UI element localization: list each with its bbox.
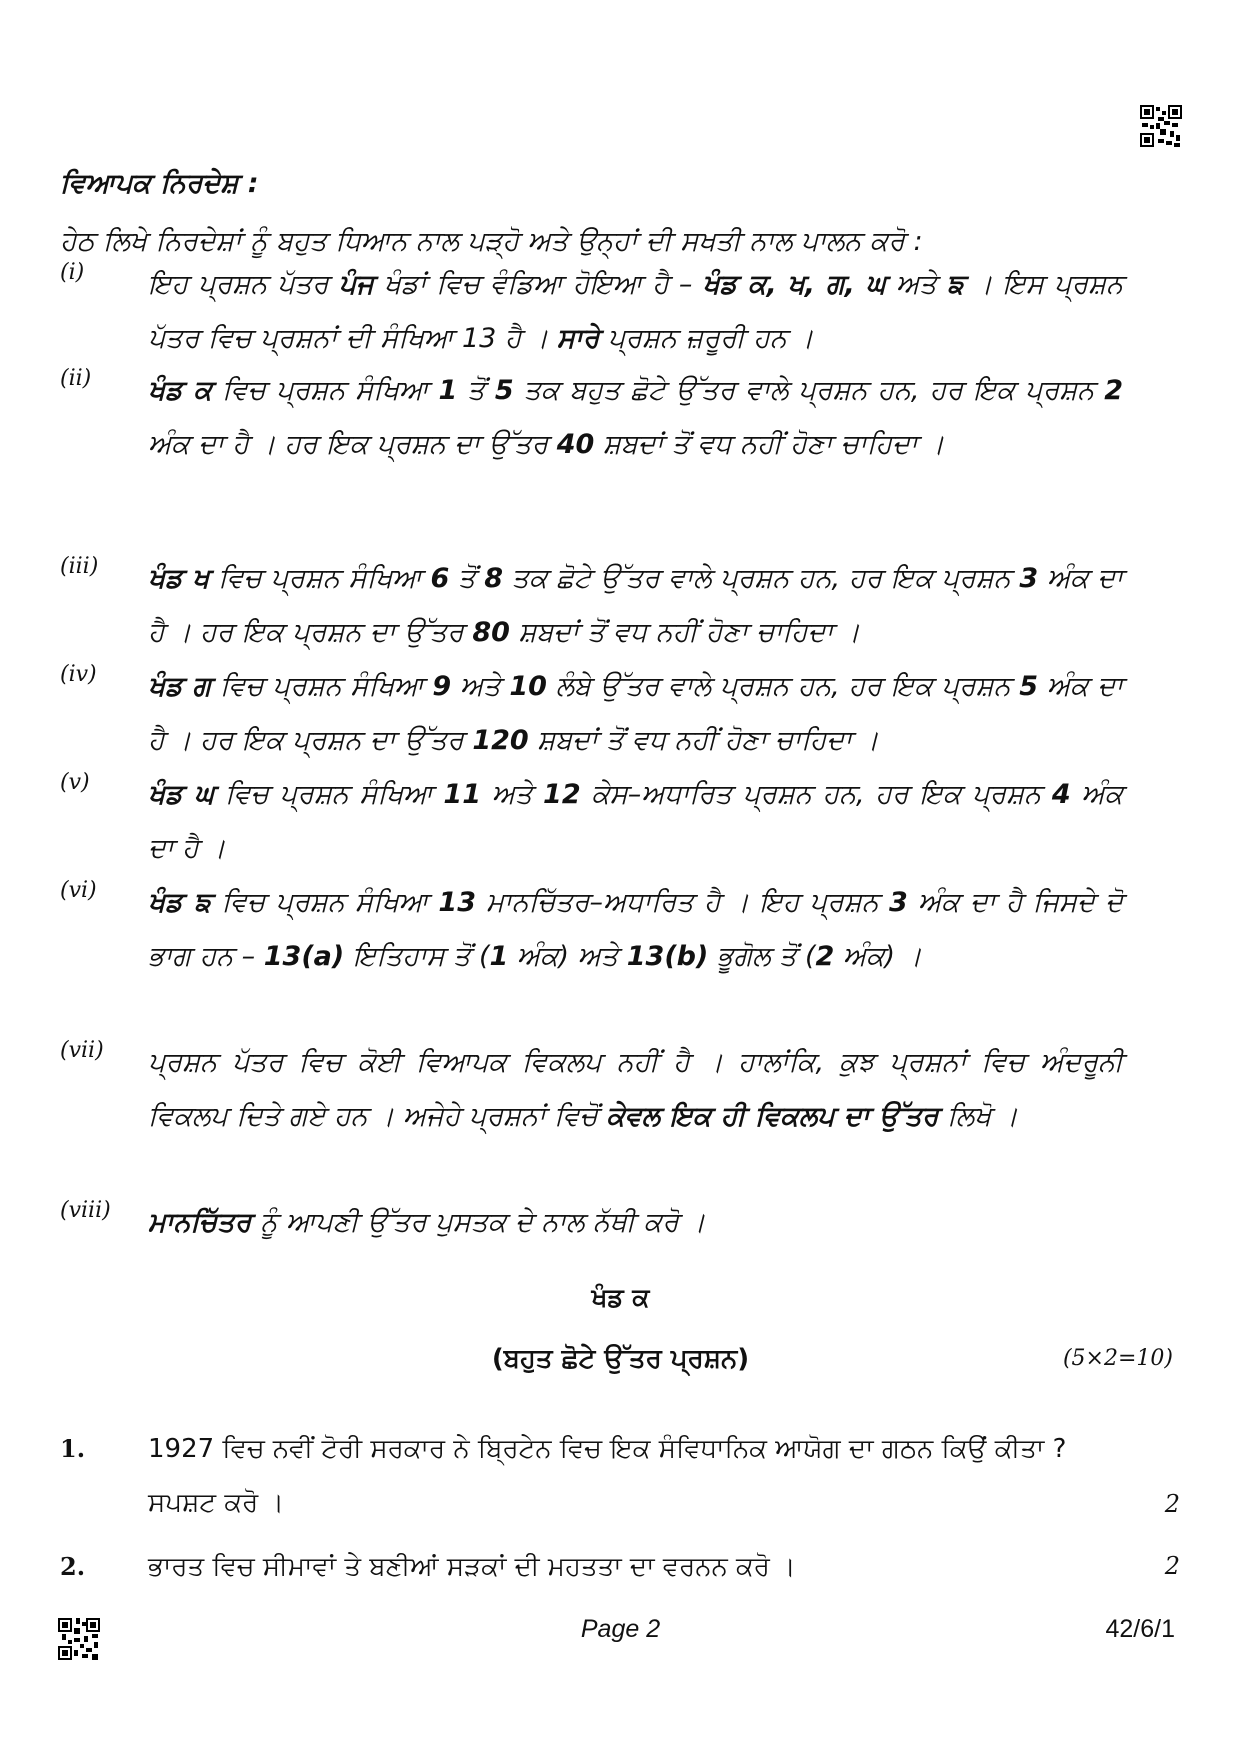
instruction-text: ਪ੍ਰਸ਼ਨ ਪੱਤਰ ਵਿਚ ਕੋਈ ਵਿਆਪਕ ਵਿਕਲਪ ਨਹੀਂ ਹੈ । ਹਾਲਾਂਕਿ, ਕੁਝ ਪ੍ਰਸ਼ਨਾਂ ਵਿਚ ਅੰਦਰੂਨੀ ਵਿਕਲਪ ਦਿਤੇ ਗਏ ਹਨ । ਅਜੇਹੇ ਪ੍ਰਸ਼ਨਾਂ ਵਿਚੋਂ ਕੇਵਲ ਇਕ ਹੀ ਵਿਕਲਪ ਦਾ ਉੱਤਰ ਲਿਖੋ । bbox=[148, 1047, 1123, 1132]
question-item bbox=[60, 1422, 1180, 1530]
instruction-item bbox=[60, 1036, 1123, 1198]
instruction-text: ਮਾਨਚਿੱਤਰ ਨੂੰ ਆਪਣੀ ਉੱਤਰ ਪੁਸਤਕ ਦੇ ਨਾਲ ਨੱਥੀ ਕਰੋ । bbox=[148, 1207, 706, 1238]
section-subtitle: (ਬਹੁਤ ਛੋਟੇ ਉੱਤਰ ਪ੍ਰਸ਼ਨ) bbox=[491, 1344, 750, 1374]
question-number: 1. bbox=[60, 1434, 86, 1463]
instruction-item bbox=[60, 660, 1123, 768]
instruction-text: ਖੰਡ ਖ ਵਿਚ ਪ੍ਰਸ਼ਨ ਸੰਖਿਆ 6 ਤੋਂ 8 ਤਕ ਛੋਟੇ ਉੱਤਰ ਵਾਲੇ ਪ੍ਰਸ਼ਨ ਹਨ, ਹਰ ਇਕ ਪ੍ਰਸ਼ਨ 3 ਅੰਕ ਦਾ ਹੈ । ਹਰ ਇਕ ਪ੍ਰਸ਼ਨ ਦਾ ਉੱਤਰ 80 ਸ਼ਬਦਾਂ ਤੋਂ ਵਧ ਨਹੀਂ ਹੋਣਾ ਚਾਹਿਦਾ । bbox=[148, 563, 1124, 648]
paper-code: 42/6/1 bbox=[1105, 1615, 1175, 1643]
instruction-number: (viii) bbox=[60, 1198, 111, 1223]
instruction-item bbox=[60, 258, 1124, 366]
instruction-text: ਇਹ ਪ੍ਰਸ਼ਨ ਪੱਤਰ ਪੰਜ ਖੰਡਾਂ ਵਿਚ ਵੰਡਿਆ ਹੋਇਆ ਹੈ – ਖੰਡ ਕ, ਖ, ਗ, ਘ ਅਤੇ ਙ । ਇਸ ਪ੍ਰਸ਼ਨ ਪੱਤਰ ਵਿਚ ਪ੍ਰਸ਼ਨਾਂ ਦੀ ਸੰਖਿਆ 13 ਹੈ । ਸਾਰੇ ਪ੍ਰਸ਼ਨ ਜ਼ਰੂਰੀ ਹਨ । bbox=[148, 269, 1124, 354]
question-text: 1927 ਵਿਚ ਨਵੀਂ ਟੋਰੀ ਸਰਕਾਰ ਨੇ ਬ੍ਰਿਟੇਨ ਵਿਚ ਇਕ ਸੰਵਿਧਾਨਿਕ ਆਯੋਗ ਦਾ ਗਠਨ ਕਿਉਂ ਕੀਤਾ ? ਸਪਸ਼ਟ ਕਰੋ । bbox=[148, 1434, 1067, 1518]
instruction-item bbox=[60, 552, 1124, 660]
section-marks: (5×2=10) bbox=[1062, 1346, 1173, 1371]
instruction-number: (vi) bbox=[60, 878, 97, 903]
page-number: Page 2 bbox=[580, 1615, 661, 1643]
question-marks: 2 bbox=[1164, 1490, 1180, 1518]
instructions-intro: ਹੇਠ ਲਿਖੇ ਨਿਰਦੇਸ਼ਾਂ ਨੂੰ ਬਹੁਤ ਧਿਆਨ ਨਾਲ ਪੜ੍ਹੋ ਅਤੇ ਉਨ੍ਹਾਂ ਦੀ ਸਖਤੀ ਨਾਲ ਪਾਲਨ ਕਰੋ : bbox=[60, 226, 923, 257]
instruction-text: ਖੰਡ ਙ ਵਿਚ ਪ੍ਰਸ਼ਨ ਸੰਖਿਆ 13 ਮਾਨਚਿੱਤਰ–ਅਧਾਰਿਤ ਹੈ । ਇਹ ਪ੍ਰਸ਼ਨ 3 ਅੰਕ ਦਾ ਹੈ ਜਿਸਦੇ ਦੋ ਭਾਗ ਹਨ – 13(a) ਇਤਿਹਾਸ ਤੋਂ (1 ਅੰਕ) ਅਤੇ 13(b) ਭੂਗੋਲ ਤੋਂ (2 ਅੰਕ) । bbox=[148, 887, 1124, 972]
instruction-number: (iii) bbox=[60, 554, 99, 579]
general-instructions-heading: ਵਿਆਪਕ ਨਿਰਦੇਸ਼ : bbox=[60, 168, 259, 199]
instruction-text: ਖੰਡ ਕ ਵਿਚ ਪ੍ਰਸ਼ਨ ਸੰਖਿਆ 1 ਤੋਂ 5 ਤਕ ਬਹੁਤ ਛੋਟੇ ਉੱਤਰ ਵਾਲੇ ਪ੍ਰਸ਼ਨ ਹਨ, ਹਰ ਇਕ ਪ੍ਰਸ਼ਨ 2 ਅੰਕ ਦਾ ਹੈ । ਹਰ ਇਕ ਪ੍ਰਸ਼ਨ ਦਾ ਉੱਤਰ 40 ਸ਼ਬਦਾਂ ਤੋਂ ਵਧ ਨਹੀਂ ਹੋਣਾ ਚਾਹਿਦਾ । bbox=[148, 375, 1123, 460]
instruction-number: (iv) bbox=[60, 662, 97, 687]
qr-code-icon bbox=[1140, 105, 1182, 147]
instruction-number: (v) bbox=[60, 770, 90, 795]
question-marks: 2 bbox=[1164, 1552, 1180, 1580]
instruction-number: (ii) bbox=[60, 366, 92, 391]
instruction-item bbox=[60, 1196, 1120, 1250]
section-title: ਖੰਡ ਕ bbox=[591, 1283, 650, 1312]
question-item bbox=[60, 1540, 1180, 1594]
qr-code-top bbox=[1140, 105, 1182, 147]
instruction-number: (vii) bbox=[60, 1038, 104, 1063]
instruction-item bbox=[60, 768, 1124, 876]
instruction-text: ਖੰਡ ਗ ਵਿਚ ਪ੍ਰਸ਼ਨ ਸੰਖਿਆ 9 ਅਤੇ 10 ਲੰਬੇ ਉੱਤਰ ਵਾਲੇ ਪ੍ਰਸ਼ਨ ਹਨ, ਹਰ ਇਕ ਪ੍ਰਸ਼ਨ 5 ਅੰਕ ਦਾ ਹੈ । ਹਰ ਇਕ ਪ੍ਰਸ਼ਨ ਦਾ ਉੱਤਰ 120 ਸ਼ਬਦਾਂ ਤੋਂ ਵਧ ਨਹੀਂ ਹੋਣਾ ਚਾਹਿਦਾ । bbox=[148, 671, 1123, 756]
question-text: ਭਾਰਤ ਵਿਚ ਸੀਮਾਵਾਂ ਤੇ ਬਣੀਆਂ ਸੜਕਾਂ ਦੀ ਮਹਤਤਾ ਦਾ ਵਰਨਨ ਕਰੋ । bbox=[148, 1552, 796, 1582]
instruction-item bbox=[60, 876, 1124, 1038]
instruction-number: (i) bbox=[60, 260, 85, 285]
instruction-text: ਖੰਡ ਘ ਵਿਚ ਪ੍ਰਸ਼ਨ ਸੰਖਿਆ 11 ਅਤੇ 12 ਕੇਸ–ਅਧਾਰਿਤ ਪ੍ਰਸ਼ਨ ਹਨ, ਹਰ ਇਕ ਪ੍ਰਸ਼ਨ 4 ਅੰਕ ਦਾ ਹੈ । bbox=[148, 779, 1124, 864]
instruction-item bbox=[60, 364, 1123, 526]
question-number: 2. bbox=[60, 1552, 86, 1581]
